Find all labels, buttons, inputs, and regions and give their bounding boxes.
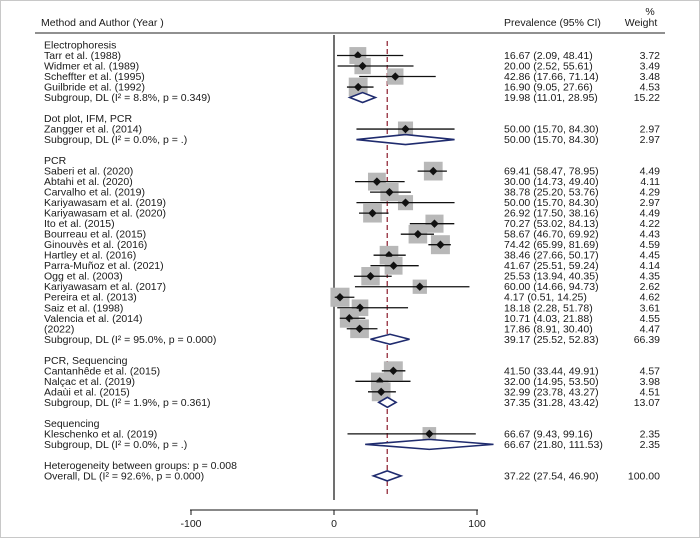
study-label: Zangger et al. (2014) (44, 123, 143, 136)
weight-text: 100.00 (627, 470, 660, 483)
weight-text: 4.57 (639, 365, 660, 378)
study-label: (2022) (44, 323, 75, 336)
estimate-ci-text: 4.17 (0.51, 14.25) (504, 291, 587, 304)
weight-text: 15.22 (633, 92, 660, 105)
weight-text: 4.22 (639, 218, 660, 231)
estimate-ci-text: 69.41 (58.47, 78.95) (504, 165, 599, 178)
subgroup-label: Subgroup, DL (I² = 1.9%, p = 0.361) (44, 396, 211, 409)
study-label: Abtahi et al. (2020) (44, 176, 133, 189)
weight-text: 2.35 (639, 428, 660, 441)
weight-text: 4.43 (639, 228, 660, 241)
estimate-ci-text: 60.00 (14.66, 94.73) (504, 281, 599, 294)
study-label: Kariyawasam et al. (2019) (44, 197, 166, 210)
x-axis-tick-label: -100 (180, 518, 202, 530)
x-axis-tick-label: 0 (331, 518, 337, 530)
subgroup-diamond (356, 135, 454, 145)
forest-rows (44, 35, 660, 500)
weight-text: 4.49 (639, 165, 660, 178)
estimate-ci-text: 18.18 (2.28, 51.78) (504, 302, 593, 315)
weight-text: 4.29 (639, 186, 660, 199)
study-label: Scheffter et al. (1995) (44, 71, 145, 84)
estimate-ci-text: 32.00 (14.95, 53.50) (504, 375, 599, 388)
x-axis (180, 510, 485, 530)
estimate-ci-text: 66.67 (9.43, 99.16) (504, 428, 593, 441)
group-heading: Heterogeneity between groups: p = 0.008 (44, 459, 237, 472)
group-heading: Sequencing (44, 417, 100, 430)
weight-text: 2.97 (639, 134, 660, 147)
group-heading: Dot plot, IFM, PCR (44, 113, 133, 126)
subgroup-label: Subgroup, DL (I² = 0.0%, p = .) (44, 438, 188, 451)
estimate-ci-text: 74.42 (65.99, 81.69) (504, 239, 599, 252)
weight-text: 4.14 (639, 260, 660, 273)
weight-column-header: Weight (624, 17, 658, 29)
weight-text: 2.62 (639, 281, 660, 294)
weight-text: 4.55 (639, 312, 660, 325)
estimate-ci-text: 37.35 (31.28, 43.42) (504, 396, 599, 409)
study-label: Saiz et al. (1998) (44, 302, 124, 315)
study-label: Tarr et al. (1988) (44, 50, 122, 63)
study-label: Ito et al. (2015) (44, 218, 115, 231)
estimate-ci-text: 16.67 (2.09, 48.41) (504, 50, 593, 63)
estimate-ci-text: 10.71 (4.03, 21.88) (504, 312, 593, 325)
weight-text: 4.53 (639, 81, 660, 94)
estimate-ci-text: 38.78 (25.20, 53.76) (504, 186, 599, 199)
weight-text: 2.97 (639, 197, 660, 210)
weight-text: 4.47 (639, 323, 660, 336)
group-heading: PCR, Sequencing (44, 354, 128, 367)
subgroup-diamond (365, 439, 493, 449)
weight-text: 4.59 (639, 239, 660, 252)
estimate-ci-text: 50.00 (15.70, 84.30) (504, 134, 599, 147)
study-label: Carvalho et al. (2019) (44, 186, 145, 199)
estimate-ci-text: 42.86 (17.66, 71.14) (504, 71, 599, 84)
weight-text: 4.49 (639, 207, 660, 220)
estimate-ci-text: 66.67 (21.80, 111.53) (504, 438, 603, 451)
estimate-ci-text: 37.22 (27.54, 46.90) (504, 470, 599, 483)
weight-text: 3.61 (639, 302, 660, 315)
subgroup-label: Subgroup, DL (I² = 95.0%, p = 0.000) (44, 333, 217, 346)
estimate-ci-text: 25.53 (13.94, 40.35) (504, 270, 599, 283)
weight-text: 13.07 (633, 396, 660, 409)
estimate-ci-text: 58.67 (46.70, 69.92) (504, 228, 599, 241)
study-label: Hartley et al. (2016) (44, 249, 137, 262)
study-label: Kariyawasam et al. (2020) (44, 207, 166, 220)
weight-text: 4.45 (639, 249, 660, 262)
estimate-ci-text: 39.17 (25.52, 52.83) (504, 333, 599, 346)
weight-percent-header: % (645, 6, 655, 18)
study-label: Ginouvès et al. (2016) (44, 239, 148, 252)
estimate-ci-text: 32.99 (23.78, 43.27) (504, 386, 599, 399)
estimate-ci-text: 20.00 (2.52, 55.61) (504, 60, 593, 73)
weight-text: 4.35 (639, 270, 660, 283)
weight-text: 3.98 (639, 375, 660, 388)
weight-text: 66.39 (633, 333, 660, 346)
estimate-ci-text: 70.27 (53.02, 84.13) (504, 218, 599, 231)
study-label: Parra-Muñoz et al. (2021) (44, 260, 164, 273)
study-label: Guilbride et al. (1992) (44, 81, 145, 94)
weight-text: 3.72 (639, 50, 660, 63)
study-label: Bourreau et al. (2015) (44, 228, 147, 241)
estimate-ci-text: 26.92 (17.50, 38.16) (504, 207, 599, 220)
study-label: Saberi et al. (2020) (44, 165, 134, 178)
overall-diamond (373, 471, 401, 481)
estimate-ci-text: 50.00 (15.70, 84.30) (504, 197, 599, 210)
weight-text: 2.97 (639, 123, 660, 136)
study-label: Ogg et al. (2003) (44, 270, 123, 283)
study-label: Widmer et al. (1989) (44, 60, 140, 73)
subgroup-label: Subgroup, DL (I² = 8.8%, p = 0.349) (44, 92, 211, 105)
subgroup-diamond (370, 334, 409, 344)
estimate-ci-text: 16.90 (9.05, 27.66) (504, 81, 593, 94)
x-axis-tick-label: 100 (468, 518, 486, 530)
estimate-ci-text: 30.00 (14.73, 49.40) (504, 176, 599, 189)
study-label: Kleschenko et al. (2019) (44, 428, 158, 441)
estimate-ci-text: 17.86 (8.91, 30.40) (504, 323, 593, 336)
estimate-ci-text: 41.67 (25.51, 59.24) (504, 260, 599, 273)
weight-text: 3.48 (639, 71, 660, 84)
weight-text: 2.35 (639, 438, 660, 451)
study-label: Adaùi et al. (2015) (44, 386, 130, 399)
study-label: Valencia et al. (2014) (44, 312, 143, 325)
overall-label: Overall, DL (I² = 92.6%, p = 0.000) (44, 470, 205, 483)
group-heading: PCR (44, 155, 67, 168)
subgroup-label: Subgroup, DL (I² = 0.0%, p = .) (44, 134, 188, 147)
group-heading: Electrophoresis (44, 39, 117, 52)
estimate-ci-text: 38.46 (27.66, 50.17) (504, 249, 599, 262)
study-label: Kariyawasam et al. (2017) (44, 281, 166, 294)
estimate-ci-text: 41.50 (33.44, 49.91) (504, 365, 599, 378)
estimate-ci-text: 50.00 (15.70, 84.30) (504, 123, 599, 136)
weight-text: 4.11 (640, 176, 660, 189)
study-label: Pereira et al. (2013) (44, 291, 137, 304)
label-column-header: Method and Author (Year ) (41, 17, 164, 29)
weight-text: 4.62 (639, 291, 660, 304)
estimate-column-header: Prevalence (95% CI) (504, 17, 601, 29)
weight-text: 3.49 (639, 60, 660, 73)
study-label: Cantanhêde et al. (2015) (44, 365, 161, 378)
weight-text: 4.51 (639, 386, 660, 399)
estimate-ci-text: 19.98 (11.01, 28.95) (504, 92, 598, 105)
header-row (41, 6, 657, 29)
study-label: Nalçac et al. (2019) (44, 375, 136, 388)
